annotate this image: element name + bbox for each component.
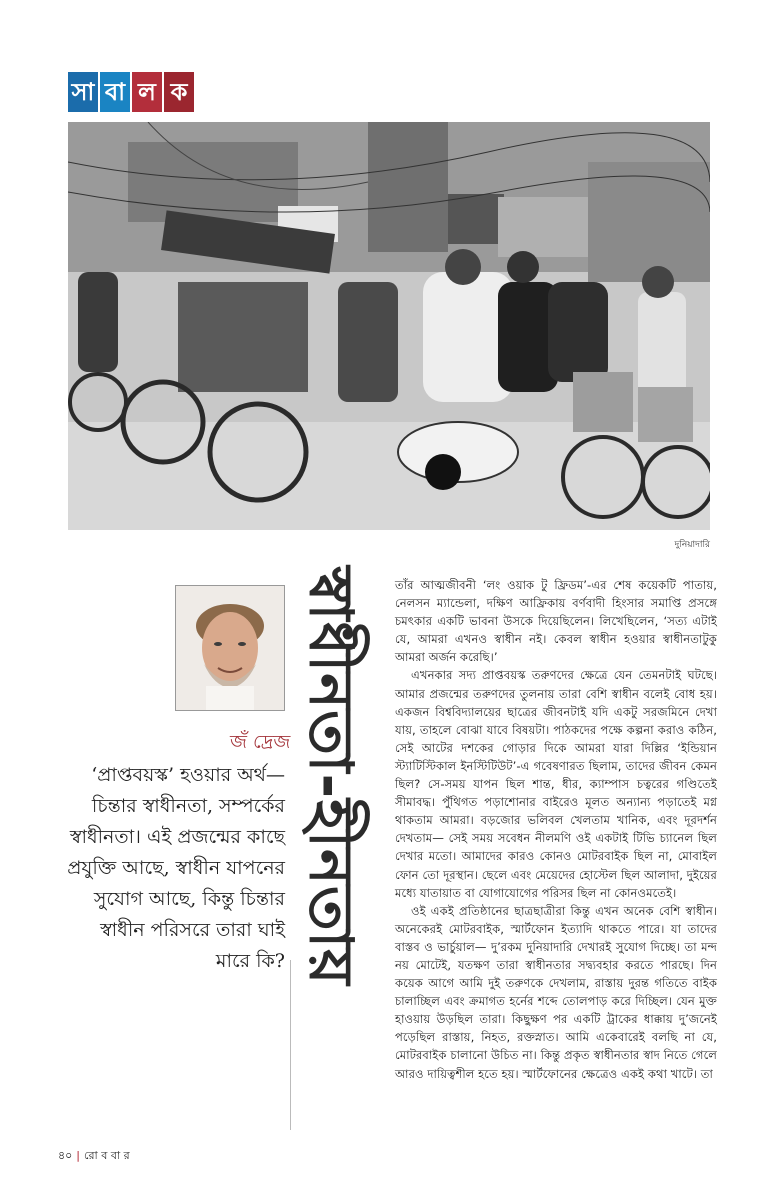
page-number: ৪০ [58,1149,73,1162]
author-portrait [175,585,285,711]
magazine-name: রো ব বা র [84,1149,130,1162]
article-title [282,566,372,986]
section-tile: ল [132,72,162,112]
photo-caption: দুনিয়াদারি [674,540,710,550]
paragraph: তাঁর আত্মজীবনী ‘লং ওয়াক টু ফ্রিডম’-এর শেষ কয়েকটি পাতায়, নেলসন ম্যান্ডেলা, দক্ষিণ আফ্রিকায় বর্ণবাদী হিংসার সমাপ্তি প্রসঙ্গে চমৎকার একটি ভাবনা উসকে দিয়েছিলেন। লিখেছিলেন, ‘সত্য এটাই যে, আমরা এখনও স্বাধীন নই। কেবল স্বাধীন হওয়ার স্বাধীনতাটুকু আমরা অর্জন করেছি।’ [395,578,717,665]
street-photo [68,122,710,530]
paragraph: ওই একই প্রতিষ্ঠানের ছাত্রছাত্রীরা কিন্তু এখন অনেক বেশি স্বাধীন। অনেকেরই মোটরবাইক, স্মার্টফোন ইত্যাদি থাকতে পারে। যা তাদের বাস্তব ও ভার্চুয়াল— দু’রকম দুনিয়াদারি দেখারই সুযোগ দিচ্ছে। তা মন্দ নয় মোটেই, যতক্ষণ তারা স্বাধীনতার সদ্ব্যবহার করতে পারছে। দিন কয়েক আগে আমি দুই তরুণকে দেখলাম, রাস্তায় দুরন্ত গতিতে বাইক চালাচ্ছিল এবং ক্রমাগত হর্নের শব্দে তোলপাড় করে দিচ্ছিল। যেন মুক্ত হাওয়ায় উড়ছিল তারা। কিছুক্ষণ পর একটি ট্রাকের ধাক্কায় দু’জনেই পড়েছিল রাস্তায়, নিহত, রক্তস্নাত। আমি একেবারেই বলছি না যে, মোটরবাইক চালানো উচিত না। কিন্তু প্রকৃত স্বাধীনতার স্বাদ নিতে গেলে আরও দায়িত্বশীল হতে হয়। স্মার্টফোনের ক্ষেত্রেও একই কথা খাটে। তা [395,903,717,1081]
section-tile: বা [100,72,130,112]
section-header [68,72,194,112]
article-title-text: স্বাধীনতা-হীনতায় [296,566,367,986]
page-footer [58,1147,130,1166]
article-body [395,576,717,1083]
section-tile: সা [68,72,98,112]
author-name: জঁ দ্রেজ [230,731,291,753]
column-divider [290,960,291,1130]
section-tile: ক [164,72,194,112]
pull-quote: ‘প্রাপ্তবয়স্ক’ হওয়ার অর্থ— চিন্তার স্বাধীনতা, সম্পর্কের স্বাধীনতা। এই প্রজন্মের কাছে প্রযুক্তি আছে, স্বাধীন যাপনের সুযোগ আছে, কিন্তু চিন্তার স্বাধীন পরিসরে তারা ঘাই মারে কি? [67,764,285,972]
footer-separator: | [76,1149,81,1162]
paragraph: এখনকার সদ্য প্রাপ্তবয়স্ক তরুণদের ক্ষেত্রে যেন তেমনটাই ঘটছে। আমার প্রজন্মের তরুণদের তুলনায় তারা বেশি স্বাধীন বলেই বোধ হয়। একজন বিশ্ববিদ্যালয়ের ছাত্রের জীবনটাই যদি একটু সরজমিনে দেখা যায়, তাহলে বোঝা যাবে বিষয়টা। পাঠকদের পক্ষে কল্পনা করাও কঠিন, সেই আটের দশকের গোড়ার দিকে আমরা যারা দিল্লির ‘ইন্ডিয়ান স্ট্যাটিস্টিকাল ইনস্টিটিউট’-এ গবেষণারত ছিলাম, তাদের জীবন কেমন ছিল? সে-সময় যাপন ছিল শান্ত, ধীর, ক্যাম্পাস চত্বরের গণ্ডিতেই সীমাবদ্ধ। পুঁথিগত পড়াশোনার বাইরেও মূলত অন্যান্য পড়াতেই মগ্ন থাকতাম আমরা। বড়জোর ভলিবল খেলতাম খানিক, এবং দূরদর্শন দেখতাম— সেই সময় সবেধন নীলমণি ওই একটাই টিভি চ্যানেল ছিল দেখার মতো। আমাদের কারও কোনও মোটরবাইক ছিল না, মোবাইল ফোন তো দূরস্থান। ছেলে এবং মেয়েদের হোস্টেল ছিল আলাদা, দুইয়ের মধ্যে যাতায়াত বা যোগাযোগের পরিসর ছিল না কোনওমতেই। [395,668,717,900]
